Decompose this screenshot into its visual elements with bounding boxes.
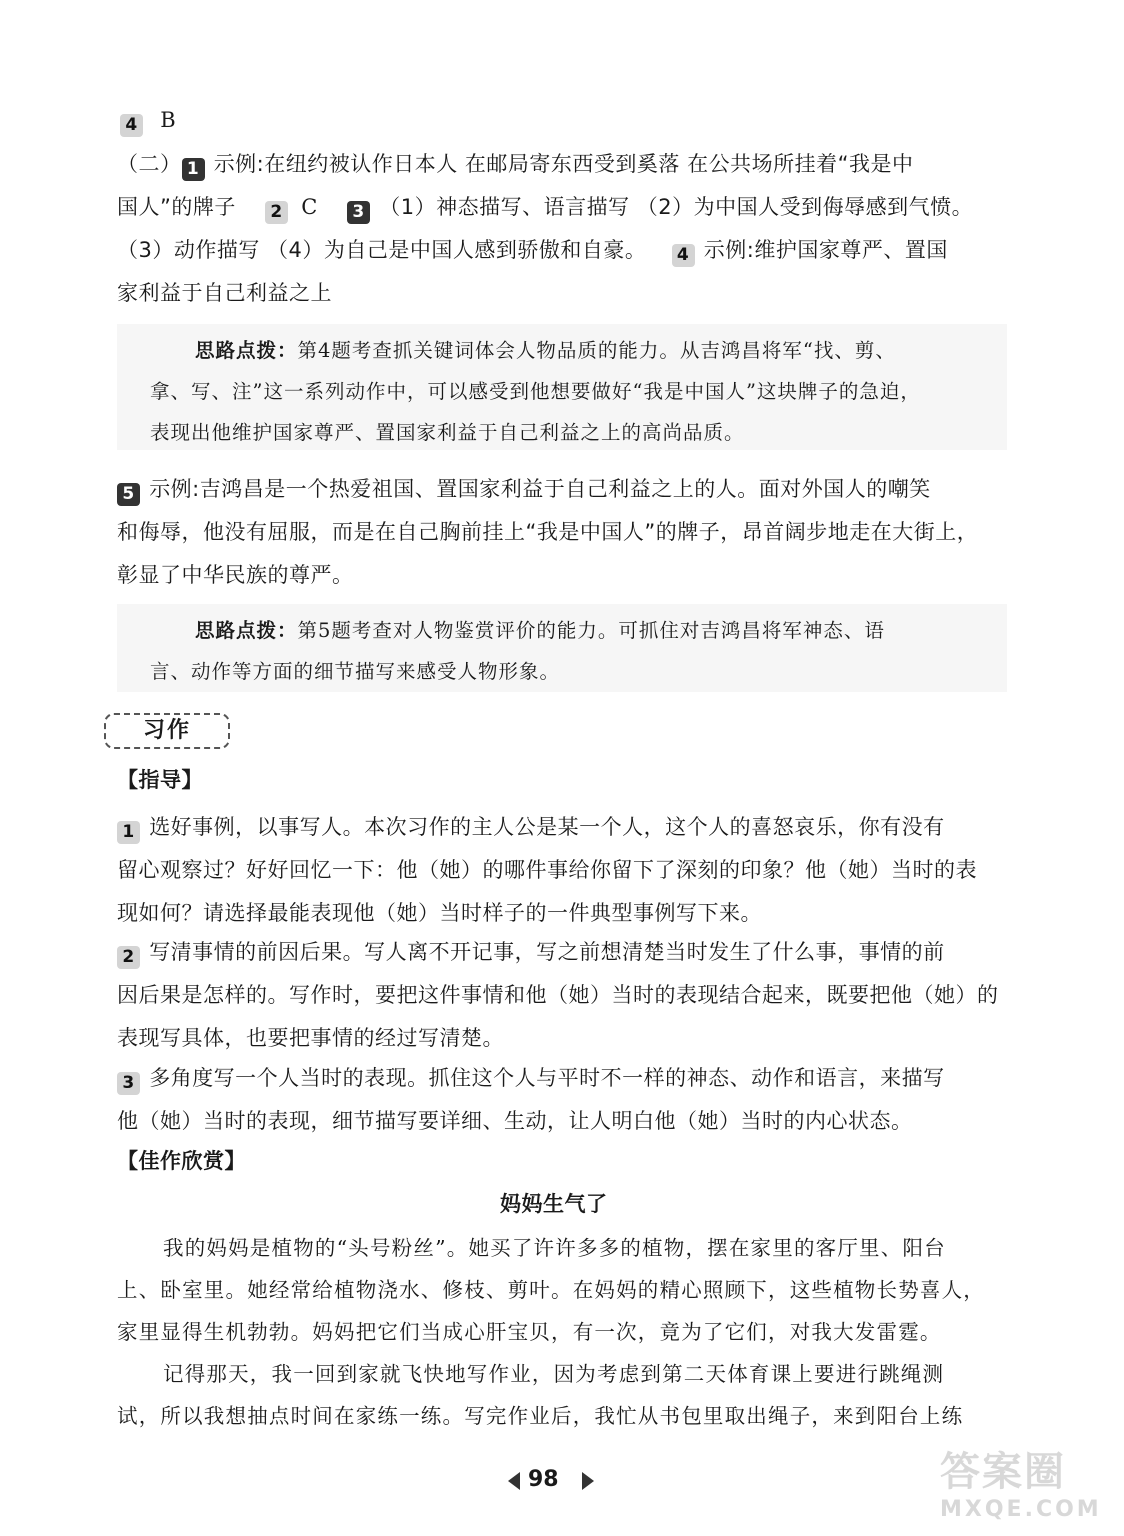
guide-text: 选好事例，以事写人。本次习作的主人公是某一个人，这个人的喜怒哀乐，你有没有: [149, 815, 945, 839]
question-number-badge: 2: [117, 946, 140, 969]
question-number-badge: 1: [117, 821, 140, 844]
watermark-text: 答案圈: [940, 1449, 1066, 1495]
tip-label: 思路点拨：: [195, 339, 298, 362]
answer-text: 示例:吉鸿昌是一个热爱祖国、置国家利益于自己利益之上的人。面对外国人的嘲笑: [149, 477, 931, 501]
question-number-badge: 1: [182, 158, 205, 181]
guide-item-2-line-1: [117, 938, 945, 969]
tip-text: 第4题考查抓关键词体会人物品质的能力。从吉鸿昌将军“找、剪、: [297, 339, 896, 362]
watermark-url: MXQE.COM: [940, 1497, 1102, 1522]
question-number-badge: 4: [120, 114, 143, 137]
answer-text: 家利益于自己利益之上: [117, 281, 332, 305]
answer-text: 国人”的牌子: [117, 195, 236, 219]
part-prefix: （二）: [117, 152, 182, 176]
tip2-line-2: [150, 658, 560, 686]
answer-text: 和侮辱，他没有屈服，而是在自己胸前挂上“我是中国人”的牌子，昂首阔步地走在大街上，: [117, 520, 979, 544]
essay-p1-line-3: 家里显得生机勃勃。妈妈把它们当成心肝宝贝，有一次，竟为了它们，对我大发雷霆。: [117, 1320, 942, 1344]
guide-heading: 【指导】: [117, 768, 203, 792]
tip2-line-1: [195, 617, 885, 645]
guide-item-2-line-3: [117, 1024, 504, 1052]
page-number: 98: [528, 1467, 559, 1492]
tip-text: 拿、写、注”这一系列动作中，可以感受到他想要做好“我是中国人”这块牌子的急迫，: [150, 380, 921, 403]
guide-text: 他（她）当时的表现，细节描写要详细、生动，让人明白他（她）当时的内心状态。: [117, 1109, 913, 1133]
section-title: 习作: [104, 713, 230, 749]
part2-line-3: [117, 236, 948, 267]
guide-text: 留心观察过？好好回忆一下：他（她）的哪件事给你留下了深刻的印象？他（她）当时的表: [117, 858, 977, 882]
q5-line-2: [117, 518, 978, 546]
tip1-line-1: [195, 337, 896, 365]
watermark-logo: [940, 1448, 1120, 1532]
guide-item-2-line-2: [117, 981, 999, 1009]
answer-text: B: [160, 108, 177, 132]
essay-p2-line-2: 试，所以我想抽点时间在家练一练。写完作业后，我忙从书包里取出绳子，来到阳台上练: [117, 1404, 964, 1428]
part2-line-1: [117, 150, 914, 181]
guide-text: 写清事情的前因后果。写人离不开记事，写之前想清楚当时发生了什么事，事情的前: [149, 940, 945, 964]
guide-item-3-line-2: [117, 1107, 913, 1135]
guide-text: 现如何？请选择最能表现他（她）当时样子的一件典型事例写下来。: [117, 901, 762, 925]
answer-text: （1）神态描写、语言描写 （2）为中国人受到侮辱感到气愤。: [379, 195, 974, 219]
q5-line-3: [117, 561, 354, 589]
tip1-line-3: [150, 419, 745, 447]
page-prev-arrow-icon: [508, 1472, 520, 1490]
question-number-badge: 4: [672, 244, 695, 267]
answer-text: 彰显了中华民族的尊严。: [117, 563, 354, 587]
essay-p2-line-1: 记得那天，我一回到家就飞快地写作业，因为考虑到第二天体育课上要进行跳绳测: [163, 1362, 945, 1386]
essay-title: 妈妈生气了: [500, 1192, 608, 1216]
guide-item-1-line-2: [117, 856, 977, 884]
tip-label: 思路点拨：: [195, 619, 298, 642]
q4-answer-line: [120, 106, 176, 137]
guide-item-1-line-3: [117, 899, 762, 927]
guide-text: 多角度写一个人当时的表现。抓住这个人与平时不一样的神态、动作和语言，来描写: [149, 1066, 945, 1090]
page-next-arrow-icon: [582, 1472, 594, 1490]
part2-line-4: [117, 279, 332, 307]
answer-text: 示例:维护国家尊严、置国: [703, 238, 948, 262]
question-number-badge: 5: [117, 483, 140, 506]
tip-text: 表现出他维护国家尊严、置国家利益于自己利益之上的高尚品质。: [150, 421, 745, 444]
essay-p1-line-2: 上、卧室里。她经常给植物浇水、修枝、剪叶。在妈妈的精心照顾下，这些植物长势喜人，: [117, 1278, 985, 1302]
tip1-line-2: [150, 378, 921, 406]
tip-text: 第5题考查对人物鉴赏评价的能力。可抓住对吉鸿昌将军神态、语: [297, 619, 885, 642]
guide-item-3-line-1: [117, 1064, 945, 1095]
appreciation-heading: 【佳作欣赏】: [117, 1149, 246, 1173]
part2-line-2: [117, 193, 973, 224]
guide-text: 因后果是怎样的。写作时，要把这件事情和他（她）当时的表现结合起来，既要把他（她）的: [117, 983, 999, 1007]
answer-text: （3）动作描写 （4）为自己是中国人感到骄傲和自豪。: [117, 238, 647, 262]
question-number-badge: 3: [117, 1072, 140, 1095]
question-number-badge: 2: [265, 201, 288, 224]
answer-text: C: [301, 195, 318, 219]
tip-text: 言、动作等方面的细节描写来感受人物形象。: [150, 660, 561, 683]
essay-p1-line-1: 我的妈妈是植物的“头号粉丝”。她买了许许多多的植物，摆在家里的客厅里、阳台: [163, 1236, 946, 1260]
guide-text: 表现写具体，也要把事情的经过写清楚。: [117, 1026, 504, 1050]
q5-line-1: [117, 475, 931, 506]
guide-item-1-line-1: [117, 813, 945, 844]
question-number-badge: 3: [347, 201, 370, 224]
answer-text: 示例:在纽约被认作日本人 在邮局寄东西受到奚落 在公共场所挂着“我是中: [213, 152, 914, 176]
